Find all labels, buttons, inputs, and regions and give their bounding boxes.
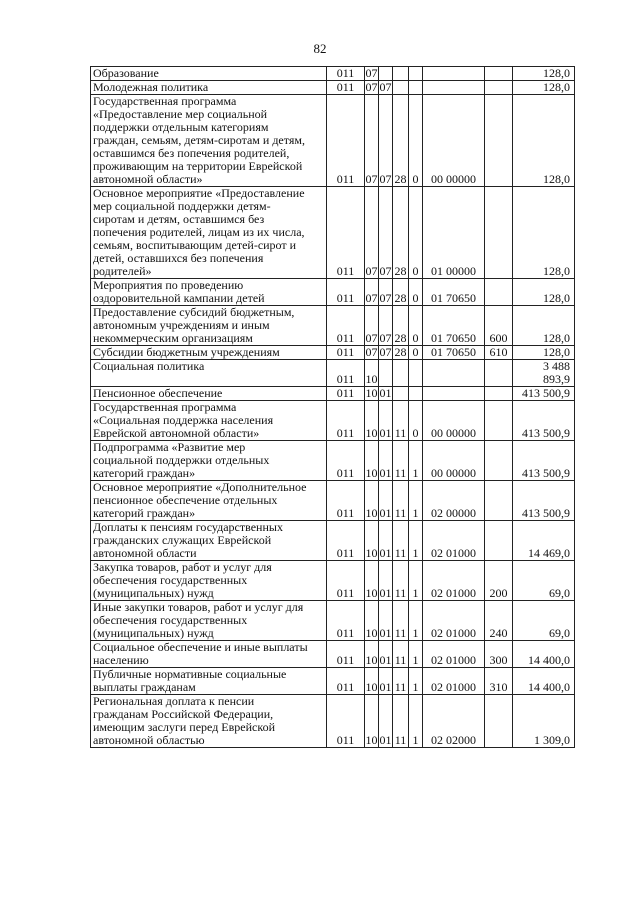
code-pr-cell: 01: [379, 641, 393, 668]
item-name-line: некоммерческим организациям: [93, 331, 253, 345]
code-program-cell: 11: [393, 481, 409, 521]
code-program-cell: 11: [393, 641, 409, 668]
item-name-line: категорий граждан»: [93, 466, 196, 480]
code-pr-cell: 07: [379, 279, 393, 306]
code-gr-cell: 011: [327, 521, 365, 561]
item-name-line: Доплаты к пенсиям государственных: [93, 520, 283, 534]
amount-cell: 1 309,0: [513, 695, 575, 748]
item-name-line: Пенсионное обеспечение: [93, 386, 223, 400]
code-gr-cell: 011: [327, 360, 365, 387]
code-subprogram-cell: 1: [409, 695, 423, 748]
amount-cell: 3 488 893,9: [513, 360, 575, 387]
item-name-line: Молодежная политика: [93, 80, 209, 94]
item-name-cell: [91, 279, 327, 306]
code-rz-cell: 10: [365, 401, 379, 441]
page-number: 82: [313, 41, 327, 56]
item-name-cell: [91, 360, 327, 387]
item-name-line: (муниципальных) нужд: [93, 586, 214, 600]
code-gr-cell: 011: [327, 401, 365, 441]
item-name-line: (муниципальных) нужд: [93, 626, 214, 640]
code-target-cell: 02 01000: [423, 641, 485, 668]
code-gr-cell: 011: [327, 641, 365, 668]
code-gr-cell: 011: [327, 279, 365, 306]
code-subprogram-cell: [409, 387, 423, 401]
amount-cell: 128,0: [513, 346, 575, 360]
item-name-line: обеспечения государственных: [93, 573, 248, 587]
amount-cell: 69,0: [513, 561, 575, 601]
table-row: [91, 695, 575, 748]
code-subprogram-cell: [409, 67, 423, 81]
item-name-line: Субсидии бюджетным учреждениям: [93, 345, 280, 359]
item-name-cell: [91, 641, 327, 668]
item-name-line: мер социальной поддержки детям-: [93, 199, 271, 213]
code-vr-cell: [485, 521, 513, 561]
code-subprogram-cell: 1: [409, 521, 423, 561]
table-row: [91, 95, 575, 187]
code-target-cell: 00 00000: [423, 401, 485, 441]
item-name-cell: [91, 346, 327, 360]
code-vr-cell: [485, 695, 513, 748]
amount-cell: 14 400,0: [513, 641, 575, 668]
code-target-cell: 00 00000: [423, 95, 485, 187]
code-vr-cell: [485, 81, 513, 95]
table-row: [91, 641, 575, 668]
item-name-cell: [91, 521, 327, 561]
table-row: [91, 561, 575, 601]
item-name-line: автономной области: [93, 546, 197, 560]
item-name-line: «Предоставление мер социальной: [93, 107, 268, 121]
item-name-cell: [91, 187, 327, 279]
code-rz-cell: 10: [365, 561, 379, 601]
item-name-line: оздоровительной кампании детей: [93, 291, 265, 305]
code-program-cell: [393, 360, 409, 387]
code-target-cell: [423, 67, 485, 81]
item-name-line: Еврейской автономной области»: [93, 426, 260, 440]
code-program-cell: 11: [393, 521, 409, 561]
item-name-line: Подпрограмма «Развитие мер: [93, 440, 246, 454]
amount-cell: 128,0: [513, 306, 575, 346]
code-pr-cell: 01: [379, 521, 393, 561]
item-name-line: граждан, семьям, детям-сиротам и детям,: [93, 133, 305, 147]
item-name-line: поддержки отдельным категориям: [93, 120, 269, 134]
code-target-cell: 01 00000: [423, 187, 485, 279]
code-vr-cell: [485, 67, 513, 81]
code-gr-cell: 011: [327, 95, 365, 187]
code-vr-cell: 240: [485, 601, 513, 641]
amount-cell: 69,0: [513, 601, 575, 641]
item-name-line: Основное мероприятие «Дополнительное: [93, 480, 307, 494]
code-vr-cell: [485, 360, 513, 387]
code-gr-cell: 011: [327, 561, 365, 601]
table-row: [91, 346, 575, 360]
code-program-cell: 11: [393, 561, 409, 601]
item-name-cell: [91, 81, 327, 95]
code-program-cell: 28: [393, 279, 409, 306]
code-gr-cell: 011: [327, 481, 365, 521]
item-name-cell: [91, 67, 327, 81]
code-gr-cell: 011: [327, 695, 365, 748]
code-program-cell: [393, 387, 409, 401]
item-name-line: Основное мероприятие «Предоставление: [93, 186, 305, 200]
code-rz-cell: 07: [365, 279, 379, 306]
item-name-line: проживающим на территории Еврейской: [93, 159, 303, 173]
code-pr-cell: 01: [379, 695, 393, 748]
code-rz-cell: 10: [365, 668, 379, 695]
code-gr-cell: 011: [327, 187, 365, 279]
item-name-line: Образование: [93, 66, 159, 80]
table-row: [91, 441, 575, 481]
item-name-line: Закупка товаров, работ и услуг для: [93, 560, 272, 574]
code-target-cell: 02 01000: [423, 521, 485, 561]
code-vr-cell: [485, 187, 513, 279]
code-gr-cell: 011: [327, 387, 365, 401]
item-name-line: населению: [93, 653, 149, 667]
item-name-line: категорий граждан»: [93, 506, 196, 520]
amount-cell: 128,0: [513, 187, 575, 279]
item-name-line: Социальное обеспечение и иные выплаты: [93, 640, 308, 654]
code-program-cell: 11: [393, 401, 409, 441]
code-gr-cell: 011: [327, 441, 365, 481]
table-row: [91, 387, 575, 401]
code-program-cell: [393, 67, 409, 81]
table-row: [91, 187, 575, 279]
item-name-cell: [91, 401, 327, 441]
code-subprogram-cell: 0: [409, 401, 423, 441]
code-subprogram-cell: 0: [409, 187, 423, 279]
code-program-cell: 11: [393, 695, 409, 748]
code-target-cell: 02 01000: [423, 668, 485, 695]
code-subprogram-cell: [409, 360, 423, 387]
item-name-line: родителей»: [93, 264, 152, 278]
code-rz-cell: 10: [365, 441, 379, 481]
item-name-line: Социальная политика: [93, 359, 205, 373]
item-name-line: попечения родителей, лицам из их числа,: [93, 225, 305, 239]
item-name-line: детей, оставшихся без попечения: [93, 251, 264, 265]
amount-cell: 413 500,9: [513, 387, 575, 401]
item-name-cell: [91, 481, 327, 521]
code-subprogram-cell: 1: [409, 441, 423, 481]
code-program-cell: 28: [393, 306, 409, 346]
code-subprogram-cell: 1: [409, 641, 423, 668]
code-program-cell: 28: [393, 95, 409, 187]
amount-cell: 128,0: [513, 95, 575, 187]
code-program-cell: 11: [393, 441, 409, 481]
code-vr-cell: 300: [485, 641, 513, 668]
amount-cell: 128,0: [513, 81, 575, 95]
code-subprogram-cell: 0: [409, 279, 423, 306]
code-pr-cell: 01: [379, 668, 393, 695]
item-name-line: обеспечения государственных: [93, 613, 248, 627]
code-pr-cell: 01: [379, 561, 393, 601]
code-pr-cell: 01: [379, 401, 393, 441]
code-target-cell: 02 01000: [423, 601, 485, 641]
code-target-cell: [423, 387, 485, 401]
budget-table: [90, 66, 575, 748]
amount-cell: 413 500,9: [513, 481, 575, 521]
code-gr-cell: 011: [327, 67, 365, 81]
code-gr-cell: 011: [327, 668, 365, 695]
code-pr-cell: 01: [379, 386, 392, 400]
code-program-cell: [393, 81, 409, 95]
item-name-line: Государственная программа: [93, 94, 237, 108]
item-name-cell: [91, 668, 327, 695]
code-rz-cell: 10: [365, 360, 379, 387]
code-subprogram-cell: 0: [409, 95, 423, 187]
item-name-cell: [91, 561, 327, 601]
item-name-cell: [91, 95, 327, 187]
code-vr-cell: 610: [485, 346, 513, 360]
code-rz-cell: 10: [365, 641, 379, 668]
code-gr-cell: 011: [327, 601, 365, 641]
code-subprogram-cell: 1: [409, 601, 423, 641]
code-gr-cell: 011: [327, 81, 365, 95]
code-pr-cell: 01: [379, 601, 393, 641]
amount-cell: 14 400,0: [513, 668, 575, 695]
table-row: [91, 306, 575, 346]
item-name-line: автономной области»: [93, 172, 203, 186]
code-target-cell: 02 01000: [423, 561, 485, 601]
item-name-cell: [91, 387, 327, 401]
code-vr-cell: 310: [485, 668, 513, 695]
table-row: [91, 81, 575, 95]
table-row: [91, 279, 575, 306]
code-subprogram-cell: 1: [409, 481, 423, 521]
code-target-cell: 01 70650: [423, 306, 485, 346]
code-target-cell: [423, 360, 485, 387]
code-program-cell: 11: [393, 601, 409, 641]
item-name-line: Иные закупки товаров, работ и услуг для: [93, 600, 304, 614]
table-row: [91, 668, 575, 695]
amount-cell: 413 500,9: [513, 441, 575, 481]
code-pr-cell: 07: [379, 95, 393, 187]
code-pr-cell: 01: [379, 481, 393, 521]
code-rz-cell: 10: [365, 386, 378, 400]
code-target-cell: 01 70650: [423, 346, 485, 360]
code-vr-cell: [485, 95, 513, 187]
item-name-line: пенсионное обеспечение отдельных: [93, 493, 278, 507]
item-name-line: сиротам и детям, оставшимся без: [93, 212, 265, 226]
amount-cell: 14 469,0: [513, 521, 575, 561]
table-row: [91, 481, 575, 521]
code-subprogram-cell: 0: [409, 306, 423, 346]
code-pr-cell: 07: [379, 345, 392, 359]
code-target-cell: 02 02000: [423, 695, 485, 748]
code-program-cell: 28: [393, 187, 409, 279]
item-name-line: социальной поддержки отдельных: [93, 453, 270, 467]
code-target-cell: 02 00000: [423, 481, 485, 521]
code-pr-cell: 07: [379, 80, 392, 94]
code-gr-cell: 011: [327, 346, 365, 360]
code-rz-cell: 10: [365, 481, 379, 521]
item-name-line: автономной областью: [93, 733, 205, 747]
code-rz-cell: 07: [365, 66, 378, 80]
amount-cell: 413 500,9: [513, 401, 575, 441]
code-program-cell: 28: [394, 345, 407, 359]
item-name-line: Государственная программа: [93, 400, 237, 414]
code-subprogram-cell: [409, 81, 423, 95]
item-name-line: «Социальная поддержка населения: [93, 413, 274, 427]
item-name-line: Публичные нормативные социальные: [93, 667, 287, 681]
table-row: [91, 360, 575, 387]
code-subprogram-cell: 1: [409, 561, 423, 601]
code-vr-cell: 200: [485, 561, 513, 601]
item-name-line: имеющим заслуги перед Еврейской: [93, 720, 276, 734]
code-pr-cell: [379, 360, 393, 387]
item-name-line: гражданам Российской Федерации,: [93, 707, 274, 721]
item-name-line: гражданских служащих Еврейской: [93, 533, 272, 547]
code-pr-cell: 01: [379, 441, 393, 481]
code-rz-cell: 10: [365, 601, 379, 641]
code-subprogram-cell: 0: [409, 346, 423, 360]
code-subprogram-cell: 1: [409, 668, 423, 695]
code-rz-cell: 07: [365, 306, 379, 346]
item-name-line: выплаты гражданам: [93, 680, 196, 694]
code-vr-cell: [485, 481, 513, 521]
code-gr-cell: 011: [327, 306, 365, 346]
item-name-line: оставшимся без попечения родителей,: [93, 146, 290, 160]
item-name-cell: [91, 441, 327, 481]
code-target-cell: [423, 81, 485, 95]
code-vr-cell: [485, 387, 513, 401]
code-vr-cell: [485, 401, 513, 441]
item-name-line: семьям, воспитывающим детей-сирот и: [93, 238, 297, 252]
code-rz-cell: 10: [365, 695, 379, 748]
code-rz-cell: 10: [365, 521, 379, 561]
item-name-cell: [91, 601, 327, 641]
table-row: [91, 601, 575, 641]
table-row: [91, 67, 575, 81]
code-vr-cell: [485, 279, 513, 306]
code-pr-cell: 07: [379, 187, 393, 279]
table-row: [91, 521, 575, 561]
code-target-cell: 00 00000: [423, 441, 485, 481]
code-rz-cell: 07: [365, 345, 378, 359]
item-name-line: Региональная доплата к пенсии: [93, 694, 255, 708]
item-name-cell: [91, 306, 327, 346]
code-pr-cell: [379, 67, 393, 81]
item-name-line: Предоставление субсидий бюджетным,: [93, 305, 295, 319]
code-pr-cell: 07: [379, 306, 393, 346]
table-row: [91, 401, 575, 441]
amount-cell: 128,0: [513, 279, 575, 306]
item-name-line: Мероприятия по проведению: [93, 278, 244, 292]
item-name-line: автономным учреждениям и иным: [93, 318, 270, 332]
item-name-cell: [91, 695, 327, 748]
code-vr-cell: 600: [485, 306, 513, 346]
code-vr-cell: [485, 441, 513, 481]
code-rz-cell: 07: [365, 187, 379, 279]
amount-cell: 128,0: [513, 67, 575, 81]
code-rz-cell: 07: [365, 95, 379, 187]
code-target-cell: 01 70650: [423, 279, 485, 306]
code-program-cell: 11: [393, 668, 409, 695]
code-rz-cell: 07: [365, 80, 378, 94]
